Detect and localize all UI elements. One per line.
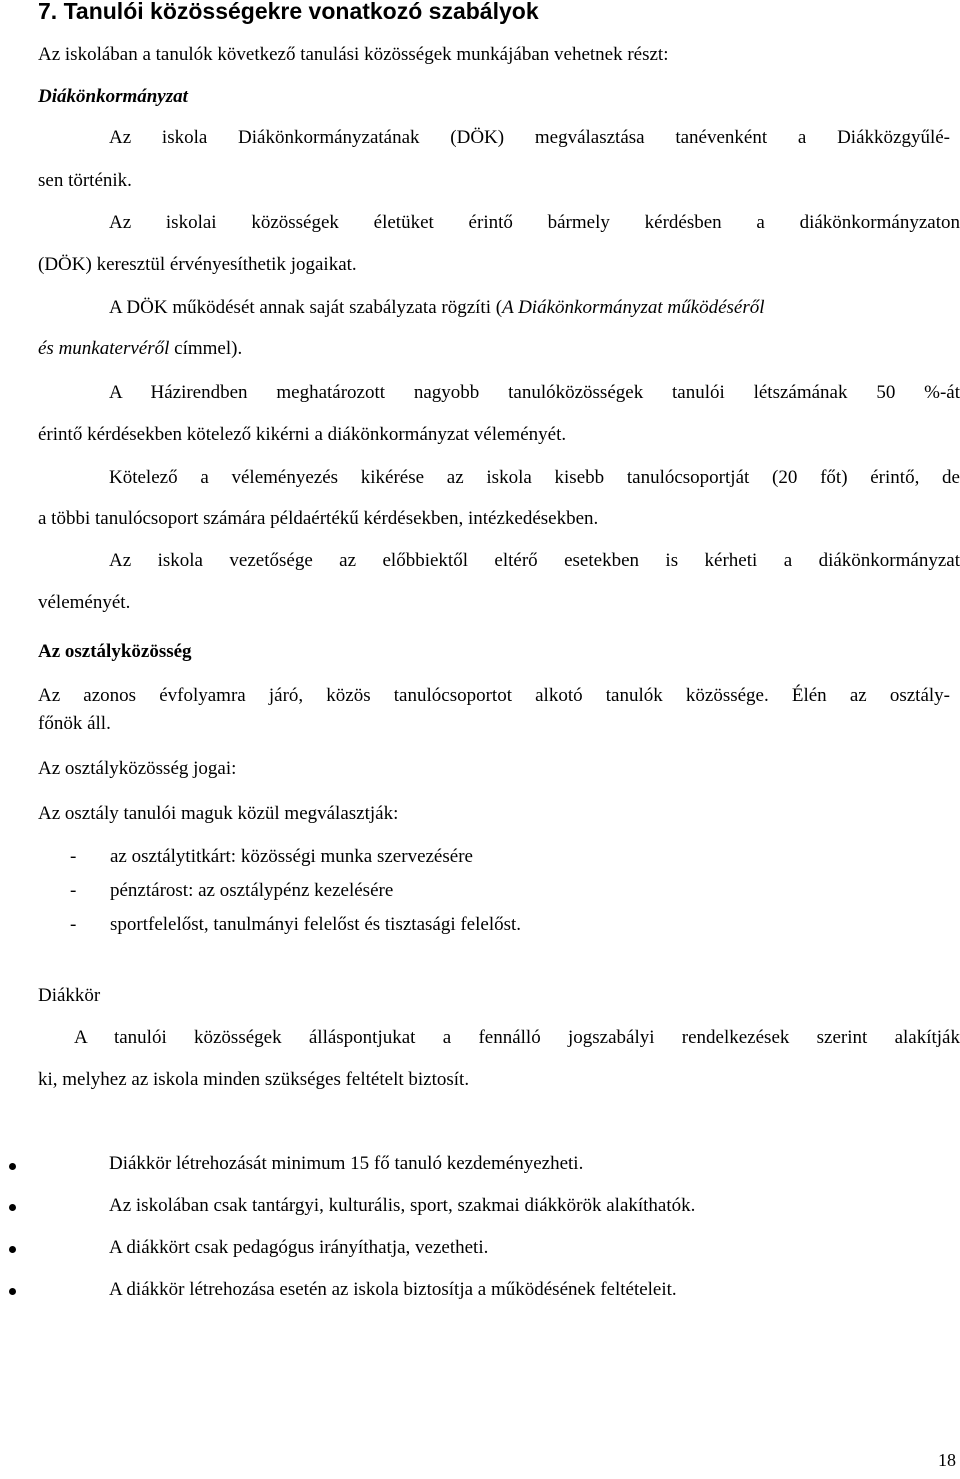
dash-list-item-text: az osztálytitkárt: közösségi munka szervezésére bbox=[110, 846, 473, 867]
page-number: 18 bbox=[938, 1450, 956, 1470]
dok-paragraph-1-line-2: sen történik. bbox=[38, 170, 132, 191]
dok-paragraph-3-line-2 bbox=[38, 338, 242, 360]
dash-symbol: - bbox=[70, 914, 77, 935]
dok-paragraph-3-title: A Diákönkormányzat működéséről bbox=[502, 297, 765, 318]
dok-paragraph-2-line-1: Az iskolai közösségek életüket érintő bármely kérdésben a diákönkormányzaton bbox=[109, 212, 960, 233]
dok-paragraph-4-line-2: érintő kérdésekben kötelező kikérni a diákönkormányzat véleményét. bbox=[38, 424, 567, 445]
dash-list-item bbox=[70, 880, 393, 902]
osztaly-rights-label: Az osztályközösség jogai: bbox=[38, 758, 237, 779]
osztaly-paragraph-line-1: Az azonos évfolyamra járó, közös tanulócsoportot alkotó tanulók közössége. Élén az osztály- bbox=[38, 685, 950, 706]
dok-paragraph-6-line-2: véleményét. bbox=[38, 592, 131, 613]
dok-paragraph-1-line-1: Az iskola Diákönkormányzatának (DÖK) megválasztása tanévenként a Diákközgyűlé- bbox=[109, 127, 950, 148]
dok-paragraph-3-text-end: címmel). bbox=[169, 338, 243, 359]
osztaly-heading: Az osztályközösség bbox=[38, 641, 192, 662]
dok-paragraph-3-text: A DÖK működését annak saját szabályzata rögzíti ( bbox=[109, 297, 503, 318]
bullet-list-item: Az iskolában csak tantárgyi, kulturális, sport, szakmai diákkörök alakíthatók. bbox=[109, 1195, 696, 1216]
dash-list-item bbox=[70, 846, 473, 868]
dok-paragraph-5-line-1: Kötelező a véleményezés kikérése az iskola kisebb tanulócsoportját (20 főt) érintő, de bbox=[109, 467, 960, 488]
diakkor-paragraph-line-1: A tanulói közösségek álláspontjukat a fennálló jogszabályi rendelkezések szerint alakítják bbox=[74, 1027, 960, 1048]
dash-list-item-text: pénztárost: az osztálypénz kezelésére bbox=[110, 880, 394, 901]
diakkor-paragraph-line-2: ki, melyhez az iskola minden szükséges feltételt biztosít. bbox=[38, 1069, 470, 1090]
bullet-icon bbox=[9, 1246, 16, 1253]
dok-paragraph-2-line-2: (DÖK) keresztül érvényesíthetik jogaikat. bbox=[38, 254, 357, 275]
dok-paragraph-3-line-1 bbox=[109, 297, 765, 319]
bullet-list-item: A diákkör létrehozása esetén az iskola biztosítja a működésének feltételeit. bbox=[109, 1279, 677, 1300]
bullet-list-item: A diákkört csak pedagógus irányíthatja, vezetheti. bbox=[109, 1237, 489, 1258]
section-title: 7. Tanulói közösségekre vonatkozó szabályok bbox=[38, 0, 539, 24]
dok-paragraph-3-title-end: és munkatervéről bbox=[38, 338, 170, 359]
intro-text: Az iskolában a tanulók következő tanulási közösségek munkájában vehetnek részt: bbox=[38, 44, 669, 65]
bullet-icon bbox=[9, 1288, 16, 1295]
dash-list-item-text: sportfelelőst, tanulmányi felelőst és tisztasági felelőst. bbox=[110, 914, 522, 935]
dok-paragraph-4-line-1: A Házirendben meghatározott nagyobb tanulóközösségek tanulói létszámának 50 %-át bbox=[109, 382, 960, 403]
bullet-icon bbox=[9, 1163, 16, 1170]
dash-symbol: - bbox=[70, 880, 77, 901]
bullet-list-item: Diákkör létrehozását minimum 15 fő tanuló kezdeményezheti. bbox=[109, 1153, 584, 1174]
dok-paragraph-5-line-2: a többi tanulócsoport számára példaértékű kérdésekben, intézkedésekben. bbox=[38, 508, 599, 529]
dash-list-item bbox=[70, 914, 521, 936]
osztaly-elect-label: Az osztály tanulói maguk közül megválasztják: bbox=[38, 803, 399, 824]
dok-paragraph-6-line-1: Az iskola vezetősége az előbbiektől eltérő esetekben is kérheti a diákönkormányzat bbox=[109, 550, 960, 571]
bullet-icon bbox=[9, 1204, 16, 1211]
dash-symbol: - bbox=[70, 846, 77, 867]
diakkor-heading: Diákkör bbox=[38, 985, 101, 1006]
dok-heading: Diákönkormányzat bbox=[38, 86, 188, 107]
osztaly-paragraph-line-2: főnök áll. bbox=[38, 713, 111, 734]
